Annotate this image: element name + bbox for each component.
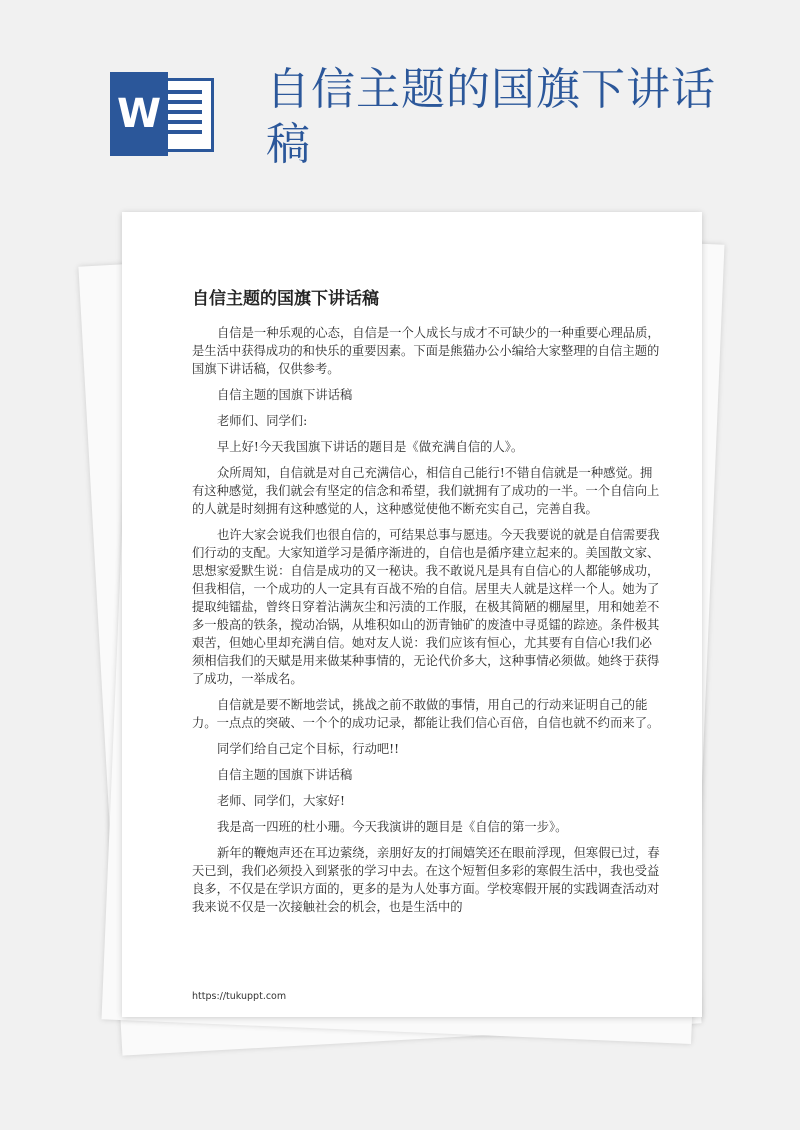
paragraph: 新年的鞭炮声还在耳边萦绕，亲朋好友的打闹嬉笑还在眼前浮现，但寒假已过，春天已到，我们必须投入到紧张的学习中去。在这个短暂但多彩的寒假生活中，我也受益良多，不仅是在学识方面的，更多的是为人处事方面。学校寒假开展的实践调查活动对我来说不仅是一次接触社会的机会，也是生活中的 (192, 846, 660, 914)
paragraph: 也许大家会说我们也很自信的，可结果总事与愿违。今天我要说的就是自信需要我们行动的支配。大家知道学习是循序渐进的，自信也是循序建立起来的。美国散文家、思想家爱默生说：自信是成功的又一秘诀。我不敢说凡是具有自信心的人都能够成功，但我相信，一个成功的人一定具有百战不殆的自信。居里夫人就是这样一个人。她为了提取纯镭盐，曾终日穿着沾满灰尘和污渍的工作服，在极其简陋的棚屋里，用和她差不多一般高的铁条，搅动冶锅，从堆积如山的沥青铀矿的废渣中寻觅镭的踪迹。条件极其艰苦，但她心里却充满自信。她对友人说：我们应该有恒心，尤其要有自信心!我们必须相信我们的天赋是用来做某种事情的，无论代价多大，这种事情必须做。她终于获得了成功，一举成名。 (192, 528, 660, 686)
paragraph: 早上好!今天我国旗下讲话的题目是《做充满自信的人》。 (217, 440, 524, 454)
footer-url[interactable]: https://tukuppt.com (192, 991, 287, 1002)
paragraph: 自信就是要不断地尝试，挑战之前不敢做的事情，用自己的行动来证明自己的能力。一点点的突破、一个个的成功记录，都能让我们信心百倍，自信也就不约而来了。 (192, 698, 660, 730)
header-banner (0, 0, 800, 200)
paragraph: 众所周知，自信就是对自己充满信心，相信自己能行!不错自信就是一种感觉。拥有这种感觉，我们就会有坚定的信念和希望，我们就拥有了成功的一半。一个自信向上的人就是时刻拥有这种感觉的人，这种感觉使他不断充实自己，完善自我。 (192, 466, 660, 516)
paragraph: 老师、同学们，大家好! (217, 794, 345, 808)
document-body (192, 324, 662, 924)
document-title: 自信主题的国旗下讲话稿 (192, 289, 379, 309)
paragraph: 老师们、同学们: (217, 414, 308, 428)
paragraph: 我是高一四班的杜小珊。今天我演讲的题目是《自信的第一步》。 (217, 820, 568, 834)
document-page (122, 212, 702, 1017)
paragraph: 自信主题的国旗下讲话稿 (217, 388, 353, 402)
word-icon (110, 72, 214, 156)
paragraph: 同学们给自己定个目标，行动吧!! (217, 742, 400, 756)
word-logo-letter: W (110, 72, 168, 156)
paragraph: 自信主题的国旗下讲话稿 (217, 768, 353, 782)
paragraph: 自信是一种乐观的心态，自信是一个人成长与成才不可缺少的一种重要心理品质，是生活中获得成功的和快乐的重要因素。下面是熊猫办公小编给大家整理的自信主题的国旗下讲话稿，仅供参考。 (192, 326, 660, 376)
page-title: 自信主题的国旗下讲话稿 (266, 64, 716, 170)
